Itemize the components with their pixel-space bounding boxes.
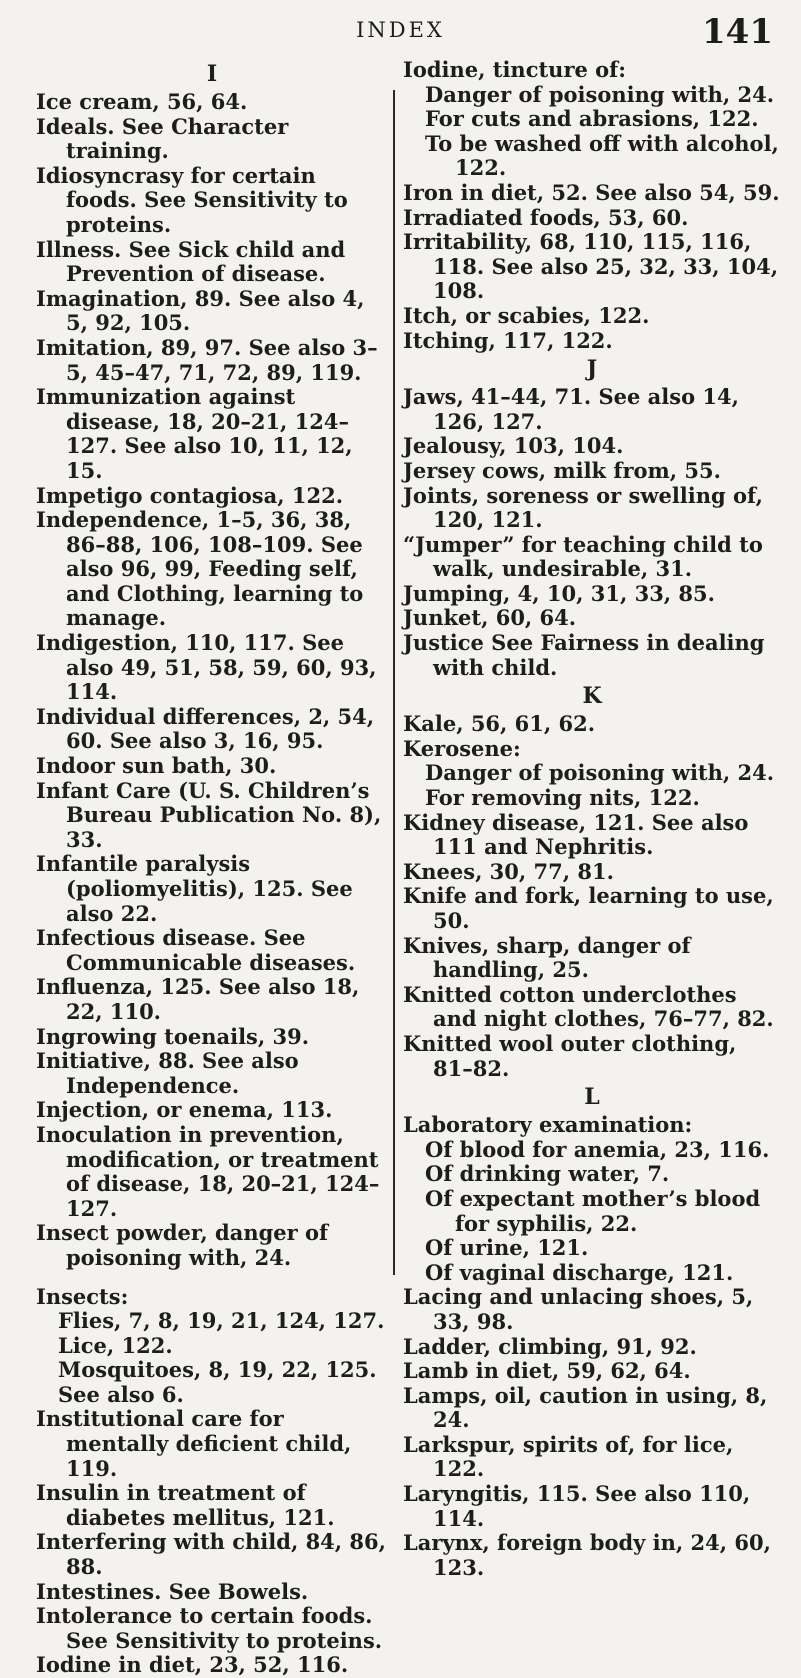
index-subentry: Flies, 7, 8, 19, 21, 124, 127. xyxy=(58,1308,385,1334)
index-entry: Idiosyncrasy for certain foods. See Sensitivity to proteins. xyxy=(36,162,348,237)
index-subentry: To be washed off with alcohol, 122. xyxy=(425,130,779,181)
index-entry: Itching, 117, 122. xyxy=(403,327,613,353)
index-entry: Infant Care (U. S. Children’s Bureau Publication No. 8), 33. xyxy=(36,777,382,852)
index-entry: Insects: xyxy=(36,1283,129,1309)
index-subentry: Of expectant mother’s blood for syphilis, 22. xyxy=(425,1185,761,1236)
index-subentry: Of vaginal discharge, 121. xyxy=(425,1259,734,1285)
index-entry: Iodine in diet, 23, 52, 116. xyxy=(36,1652,349,1678)
index-entry: Impetigo contagiosa, 122. xyxy=(36,482,344,508)
index-entry: Knitted wool outer clothing, 81–82. xyxy=(403,1030,737,1081)
index-entry: Jealousy, 103, 104. xyxy=(403,433,624,459)
index-entry: Intolerance to certain foods. See Sensitivity to proteins. xyxy=(36,1603,383,1653)
index-entry: Junket, 60, 64. xyxy=(403,605,577,631)
index-entry: Knife and fork, learning to use, 50. xyxy=(403,883,774,933)
index-entry: Larynx, foreign body in, 24, 60, 123. xyxy=(403,1530,771,1580)
index-entry: Intestines. See Bowels. xyxy=(36,1578,309,1604)
index-entry: Knitted cotton underclothes and night clothes, 76–77, 82. xyxy=(403,981,774,1032)
index-entry: Infectious disease. See Communicable diseases. xyxy=(36,925,356,975)
index-subentry: For removing nits, 122. xyxy=(425,785,700,811)
column-divider xyxy=(393,90,395,1275)
index-subentry: Of drinking water, 7. xyxy=(425,1161,670,1187)
page-header xyxy=(0,12,801,52)
index-entry: Knives, sharp, danger of handling, 25. xyxy=(403,932,691,983)
index-entry: Iodine, tincture of: xyxy=(403,57,626,82)
index-entry: Ladder, climbing, 91, 92. xyxy=(403,1333,697,1359)
index-entry: Justice See Fairness in dealing with child. xyxy=(403,630,765,680)
index-entry: Indigestion, 110, 117. See also 49, 51, 58, 59, 60, 93, 114. xyxy=(36,630,377,705)
page-number: 141 xyxy=(702,12,773,52)
index-subentry: Lice, 122. xyxy=(58,1332,173,1358)
index-entry: Imitation, 89, 97. See also 3–5, 45–47, 71, 72, 89, 119. xyxy=(36,334,378,385)
index-entry: Influenza, 125. See also 18, 22, 110. xyxy=(36,974,360,1024)
index-entry: Illness. See Sick child and Prevention of disease. xyxy=(36,236,346,287)
index-entry: Ice cream, 56, 64. xyxy=(36,89,248,114)
index-subentry: Of blood for anemia, 23, 116. xyxy=(425,1136,770,1162)
index-subentry: See also 6. xyxy=(58,1381,184,1407)
entry-spacer xyxy=(36,1271,388,1285)
index-entry: Knees, 30, 77, 81. xyxy=(403,858,614,884)
index-subentry: Danger of poisoning with, 24. xyxy=(425,81,775,107)
index-subentry: Of urine, 121. xyxy=(425,1235,589,1261)
index-entry: Lamps, oil, caution in using, 8, 24. xyxy=(403,1382,768,1433)
index-entry: Ingrowing toenails, 39. xyxy=(36,1023,310,1049)
index-entry: “Jumper” for teaching child to walk, undesirable, 31. xyxy=(403,531,763,582)
index-entry: Insect powder, danger of poisoning with, 24. xyxy=(36,1220,329,1270)
index-entry: Lacing and unlacing shoes, 5, 33, 98. xyxy=(403,1284,754,1334)
index-subentry: Danger of poisoning with, 24. xyxy=(425,760,775,786)
index-entry: Itch, or scabies, 122. xyxy=(403,302,650,328)
index-entry: Jersey cows, milk from, 55. xyxy=(403,457,721,483)
index-entry: Irradiated foods, 53, 60. xyxy=(403,204,689,230)
index-entry: Interfering with child, 84, 86, 88. xyxy=(36,1529,386,1580)
index-entry: Kidney disease, 121. See also 111 and Nephritis. xyxy=(403,809,749,860)
index-subentry: For cuts and abrasions, 122. xyxy=(425,106,759,132)
index-entry: Insulin in treatment of diabetes mellitus, 121. xyxy=(36,1480,335,1530)
index-entry: Jaws, 41–44, 71. See also 14, 126, 127. xyxy=(403,384,739,434)
index-entry: Jumping, 4, 10, 31, 33, 85. xyxy=(403,580,715,606)
index-entry: Injection, or enema, 113. xyxy=(36,1097,333,1123)
index-entry: Initiative, 88. See also Independence. xyxy=(36,1048,299,1098)
index-entry: Imagination, 89. See also 4, 5, 92, 105. xyxy=(36,285,365,336)
section-letter: L xyxy=(584,1084,600,1111)
index-entry: Inoculation in prevention, modification, or treatment of disease, 18, 20–21, 124–127. xyxy=(36,1121,380,1221)
index-entry: Ideals. See Character training. xyxy=(36,113,289,164)
index-entry: Laboratory examination: xyxy=(403,1112,693,1138)
index-entry: Laryngitis, 115. See also 110, 114. xyxy=(403,1481,751,1531)
section-letter: K xyxy=(582,683,602,710)
index-entry: Larkspur, spirits of, for lice, 122. xyxy=(403,1431,734,1482)
section-letter: I xyxy=(206,61,218,87)
index-entry: Infantile paralysis (poliomyelitis), 125. See also 22. xyxy=(36,851,353,926)
index-column-right xyxy=(403,58,781,1580)
index-entry: Immunization against disease, 18, 20–21, 124–127. See also 10, 11, 12, 15. xyxy=(36,384,353,483)
page-title: INDEX xyxy=(356,18,445,42)
index-entry: Independence, 1–5, 36, 38, 86–88, 106, 108–109. See also 96, 99, Feeding self, and Clothing, learning to manage. xyxy=(36,507,364,631)
index-entry: Individual differences, 2, 54, 60. See also 3, 16, 95. xyxy=(36,703,375,754)
section-letter: J xyxy=(586,356,598,383)
index-entry: Indoor sun bath, 30. xyxy=(36,753,277,779)
index-column-left xyxy=(36,58,388,1678)
index-entry: Iron in diet, 52. See also 54, 59. xyxy=(403,179,780,205)
index-subentry: Mosquitoes, 8, 19, 22, 125. xyxy=(58,1357,377,1383)
index-entry: Institutional care for mentally deficient child, 119. xyxy=(36,1406,352,1481)
index-entry: Lamb in diet, 59, 62, 64. xyxy=(403,1358,691,1384)
index-entry: Irritability, 68, 110, 115, 116, 118. See also 25, 32, 33, 104, 108. xyxy=(403,229,779,304)
index-entry: Joints, soreness or swelling of, 120, 121. xyxy=(403,482,763,533)
index-entry: Kale, 56, 61, 62. xyxy=(403,711,596,737)
index-entry: Kerosene: xyxy=(403,735,521,761)
